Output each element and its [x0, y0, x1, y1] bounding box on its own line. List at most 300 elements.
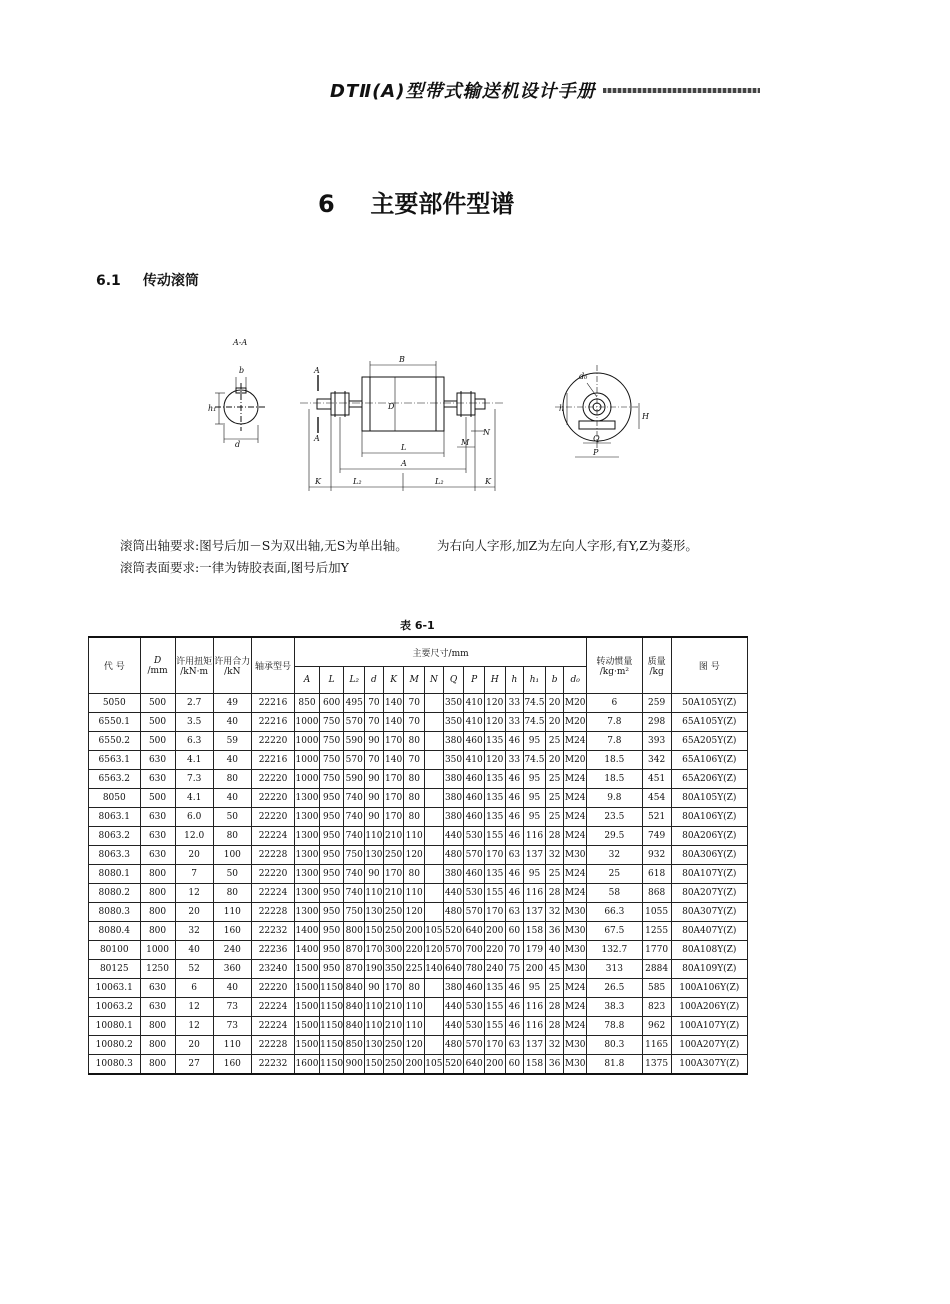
table-cell: M30: [564, 1036, 587, 1055]
table-cell: 22216: [251, 713, 294, 732]
table-cell: 10080.3: [89, 1055, 141, 1075]
table-cell: 250: [383, 846, 404, 865]
table-cell: M20: [564, 713, 587, 732]
table-cell: 18.5: [587, 751, 643, 770]
table-cell: 480: [443, 903, 464, 922]
table-cell: 140: [383, 713, 404, 732]
table-cell: 350: [443, 751, 464, 770]
table-cell: 460: [464, 770, 485, 789]
table-cell: 800: [140, 884, 175, 903]
table-cell: 823: [642, 998, 671, 1017]
table-cell: M24: [564, 789, 587, 808]
table-cell: 350: [383, 960, 404, 979]
table-cell: 962: [642, 1017, 671, 1036]
table-cell: 200: [484, 1055, 505, 1075]
table-cell: 80: [404, 865, 425, 884]
table-cell: 80: [213, 827, 251, 846]
table-cell: [425, 694, 444, 713]
table-cell: 32: [545, 1036, 564, 1055]
table-row: [89, 808, 748, 827]
table-cell: 800: [140, 922, 175, 941]
table-cell: 25: [587, 865, 643, 884]
table-cell: 130: [365, 1036, 384, 1055]
table-cell: 110: [365, 884, 384, 903]
pulley-spec-table-wrap: [88, 636, 748, 1075]
table-cell: 80: [404, 732, 425, 751]
col-dim-d: d: [365, 667, 384, 694]
table-cell: 22232: [251, 1055, 294, 1075]
table-cell: 1375: [642, 1055, 671, 1075]
table-cell: 530: [464, 827, 485, 846]
table-cell: 80A207Y(Z): [671, 884, 747, 903]
col-dim-h: h: [505, 667, 524, 694]
col-dim-n: N: [425, 667, 444, 694]
table-cell: 630: [140, 808, 175, 827]
table-cell: 932: [642, 846, 671, 865]
col-dims-group: 主要尺寸/mm: [295, 637, 587, 667]
table-cell: 1165: [642, 1036, 671, 1055]
table-cell: 950: [319, 865, 344, 884]
table-cell: 105: [425, 922, 444, 941]
table-cell: 135: [484, 808, 505, 827]
table-cell: 46: [505, 1017, 524, 1036]
table-row: [89, 751, 748, 770]
table-cell: 90: [365, 865, 384, 884]
table-cell: 570: [443, 941, 464, 960]
table-cell: 25: [545, 865, 564, 884]
label-l2-right: L₂: [435, 477, 444, 486]
table-cell: 80A109Y(Z): [671, 960, 747, 979]
table-cell: 22224: [251, 884, 294, 903]
table-cell: 740: [344, 789, 365, 808]
table-cell: 22220: [251, 979, 294, 998]
table-cell: 100A106Y(Z): [671, 979, 747, 998]
table-cell: [425, 713, 444, 732]
table-cell: 95: [524, 789, 546, 808]
col-force-unit: /kN: [224, 667, 241, 677]
table-cell: [425, 998, 444, 1017]
table-cell: 1150: [319, 1036, 344, 1055]
table-cell: 66.3: [587, 903, 643, 922]
table-header: [89, 637, 748, 694]
table-cell: 179: [524, 941, 546, 960]
paragraph-column-left: [94, 535, 412, 579]
label-n: N: [483, 428, 490, 437]
table-cell: 33: [505, 713, 524, 732]
col-torque-unit: /kN·m: [180, 667, 209, 677]
table-row: [89, 846, 748, 865]
label-section-aa: A-A: [233, 338, 248, 347]
table-cell: 80A106Y(Z): [671, 808, 747, 827]
table-cell: 300: [383, 941, 404, 960]
table-cell: M24: [564, 808, 587, 827]
table-cell: 750: [319, 751, 344, 770]
table-cell: 1150: [319, 998, 344, 1017]
table-cell: 850: [344, 1036, 365, 1055]
table-cell: 75: [505, 960, 524, 979]
table-cell: 120: [404, 1036, 425, 1055]
col-torque: [175, 637, 213, 694]
table-cell: 90: [365, 732, 384, 751]
label-height: H: [642, 412, 649, 421]
table-cell: 29.5: [587, 827, 643, 846]
table-cell: 28: [545, 827, 564, 846]
table-cell: 110: [213, 1036, 251, 1055]
drive-pulley-drawing: [195, 335, 675, 500]
table-cell: 1300: [295, 903, 320, 922]
table-cell: 220: [484, 941, 505, 960]
col-inertia-label: 转动惯量: [596, 657, 633, 667]
table-cell: 40: [175, 941, 213, 960]
running-header: [330, 78, 760, 102]
chapter-title: 主要部件型谱: [370, 190, 515, 218]
table-cell: 65A206Y(Z): [671, 770, 747, 789]
table-cell: 451: [642, 770, 671, 789]
table-cell: 49: [213, 694, 251, 713]
table-cell: 1150: [319, 1017, 344, 1036]
paragraph-column-right: [437, 535, 757, 557]
table-cell: 90: [365, 789, 384, 808]
table-cell: 1150: [319, 1055, 344, 1075]
table-cell: 8080.2: [89, 884, 141, 903]
table-cell: 630: [140, 846, 175, 865]
table-cell: 70: [365, 694, 384, 713]
table-cell: M24: [564, 770, 587, 789]
table-cell: 80A206Y(Z): [671, 827, 747, 846]
label-q: Q: [593, 434, 600, 443]
table-cell: 870: [344, 960, 365, 979]
table-cell: 80: [404, 808, 425, 827]
table-cell: 140: [383, 751, 404, 770]
table-cell: 570: [344, 751, 365, 770]
table-cell: 170: [383, 770, 404, 789]
table-cell: 120: [484, 694, 505, 713]
table-cell: 950: [319, 884, 344, 903]
table-cell: 40: [213, 713, 251, 732]
table-cell: 135: [484, 732, 505, 751]
table-cell: 740: [344, 865, 365, 884]
table-cell: 240: [484, 960, 505, 979]
label-k-right: K: [485, 477, 491, 486]
table-cell: 32: [175, 922, 213, 941]
table-cell: [425, 903, 444, 922]
table-cell: 380: [443, 808, 464, 827]
table-cell: 20: [545, 713, 564, 732]
table-cell: [425, 865, 444, 884]
table-cell: 500: [140, 694, 175, 713]
table-cell: 52: [175, 960, 213, 979]
table-cell: 59: [213, 732, 251, 751]
running-header-title: DTⅡ(A)型带式输送机设计手册: [330, 81, 596, 102]
table-cell: 100: [213, 846, 251, 865]
table-cell: 1500: [295, 979, 320, 998]
table-cell: 380: [443, 732, 464, 751]
label-diameter: D: [388, 402, 395, 411]
label-d: d: [235, 440, 241, 449]
table-cell: 3.5: [175, 713, 213, 732]
label-h: h: [559, 404, 565, 413]
table-cell: 20: [175, 846, 213, 865]
table-cell: 12.0: [175, 827, 213, 846]
table-row: [89, 979, 748, 998]
table-cell: 350: [443, 713, 464, 732]
col-dim-l: L: [319, 667, 344, 694]
table-cell: 1255: [642, 922, 671, 941]
table-cell: 135: [484, 770, 505, 789]
table-cell: 570: [464, 903, 485, 922]
table-cell: 46: [505, 770, 524, 789]
col-dim-p: P: [464, 667, 485, 694]
table-cell: 950: [319, 789, 344, 808]
table-cell: M30: [564, 941, 587, 960]
table-cell: 50A105Y(Z): [671, 694, 747, 713]
table-cell: 200: [484, 922, 505, 941]
table-cell: 750: [319, 713, 344, 732]
table-cell: 749: [642, 827, 671, 846]
table-cell: [425, 770, 444, 789]
table-cell: 1500: [295, 1036, 320, 1055]
table-cell: [425, 846, 444, 865]
table-cell: 200: [404, 922, 425, 941]
table-cell: 495: [344, 694, 365, 713]
table-cell: 80A105Y(Z): [671, 789, 747, 808]
table-cell: 80: [404, 979, 425, 998]
col-diameter-unit: /mm: [147, 665, 168, 676]
table-cell: 100A207Y(Z): [671, 1036, 747, 1055]
table-cell: 155: [484, 998, 505, 1017]
section-number: 6.1: [96, 273, 121, 289]
table-cell: 73: [213, 998, 251, 1017]
table-cell: 22224: [251, 1017, 294, 1036]
table-cell: 22216: [251, 751, 294, 770]
table-cell: 950: [319, 827, 344, 846]
table-cell: 950: [319, 808, 344, 827]
paragraph-surface-requirement: 滚筒表面要求:一律为铸胶表面,图号后加Y: [120, 560, 349, 575]
table-cell: 313: [587, 960, 643, 979]
table-cell: 140: [383, 694, 404, 713]
table-cell: 22216: [251, 694, 294, 713]
col-mass-label: 质量: [647, 657, 666, 667]
table-cell: 570: [344, 713, 365, 732]
table-cell: 22220: [251, 732, 294, 751]
table-cell: 8063.1: [89, 808, 141, 827]
table-cell: 10063.2: [89, 998, 141, 1017]
table-cell: 410: [464, 713, 485, 732]
table-cell: 170: [484, 903, 505, 922]
table-cell: 22228: [251, 903, 294, 922]
table-cell: 950: [319, 960, 344, 979]
table-row: [89, 713, 748, 732]
table-cell: 7.3: [175, 770, 213, 789]
table-cell: 380: [443, 979, 464, 998]
table-cell: 585: [642, 979, 671, 998]
col-code: 代 号: [89, 637, 141, 694]
table-cell: 110: [404, 1017, 425, 1036]
table-cell: 530: [464, 1017, 485, 1036]
table-cell: 33: [505, 751, 524, 770]
table-cell: 60: [505, 1055, 524, 1075]
table-cell: 12: [175, 998, 213, 1017]
col-dim-h-upper: H: [484, 667, 505, 694]
table-cell: 22236: [251, 941, 294, 960]
label-a-top: A: [314, 366, 320, 375]
table-cell: [425, 751, 444, 770]
table-cell: 150: [365, 922, 384, 941]
table-cell: 170: [383, 732, 404, 751]
col-dim-d0: d₀: [564, 667, 587, 694]
table-cell: 90: [365, 770, 384, 789]
table-cell: 120: [425, 941, 444, 960]
table-cell: 1300: [295, 827, 320, 846]
table-cell: 1300: [295, 808, 320, 827]
table-cell: 170: [484, 846, 505, 865]
table-row: [89, 1055, 748, 1075]
table-cell: 116: [524, 1017, 546, 1036]
table-cell: 74.5: [524, 694, 546, 713]
table-cell: 23.5: [587, 808, 643, 827]
table-cell: M24: [564, 827, 587, 846]
table-caption: 表 6-1: [400, 619, 435, 632]
table-cell: 950: [319, 941, 344, 960]
table-cell: 740: [344, 884, 365, 903]
table-cell: 190: [365, 960, 384, 979]
table-cell: 570: [464, 846, 485, 865]
table-cell: 36: [545, 1055, 564, 1075]
table-cell: 65A106Y(Z): [671, 751, 747, 770]
table-cell: M24: [564, 865, 587, 884]
table-cell: 90: [365, 808, 384, 827]
table-row: [89, 903, 748, 922]
table-cell: 12: [175, 1017, 213, 1036]
table-cell: 480: [443, 1036, 464, 1055]
table-cell: 80: [404, 789, 425, 808]
table-cell: 137: [524, 903, 546, 922]
table-cell: 100A107Y(Z): [671, 1017, 747, 1036]
col-inertia-unit: /kg·m²: [599, 667, 629, 677]
table-cell: 393: [642, 732, 671, 751]
label-k-left: K: [315, 477, 321, 486]
table-cell: 32: [545, 846, 564, 865]
table-row: [89, 998, 748, 1017]
table-cell: M24: [564, 884, 587, 903]
table-cell: 116: [524, 827, 546, 846]
table-cell: 110: [404, 884, 425, 903]
table-cell: 60: [505, 922, 524, 941]
table-cell: 22228: [251, 1036, 294, 1055]
table-cell: 6: [587, 694, 643, 713]
table-row: [89, 941, 748, 960]
table-cell: 70: [365, 751, 384, 770]
table-cell: 73: [213, 1017, 251, 1036]
table-cell: 6550.1: [89, 713, 141, 732]
table-cell: 210: [383, 998, 404, 1017]
table-cell: 40: [545, 941, 564, 960]
table-cell: 20: [545, 751, 564, 770]
table-cell: 220: [404, 941, 425, 960]
table-cell: 6.0: [175, 808, 213, 827]
table-cell: 460: [464, 732, 485, 751]
table-cell: 155: [484, 827, 505, 846]
table-cell: 137: [524, 1036, 546, 1055]
table-cell: 135: [484, 979, 505, 998]
table-cell: 100A206Y(Z): [671, 998, 747, 1017]
table-cell: 160: [213, 922, 251, 941]
table-cell: 250: [383, 903, 404, 922]
table-cell: 8080.4: [89, 922, 141, 941]
table-cell: 590: [344, 770, 365, 789]
drive-pulley-svg: [195, 335, 675, 500]
table-cell: 22220: [251, 770, 294, 789]
table-cell: 4.1: [175, 789, 213, 808]
table-cell: 46: [505, 884, 524, 903]
table-cell: 70: [365, 713, 384, 732]
table-cell: 95: [524, 732, 546, 751]
table-cell: 100A307Y(Z): [671, 1055, 747, 1075]
table-cell: 1400: [295, 922, 320, 941]
col-bearing: 轴承型号: [251, 637, 294, 694]
table-cell: 170: [383, 979, 404, 998]
paragraph-shaft-requirement: 滚筒出轴要求:图号后加－S为双出轴,无S为单出轴。: [120, 538, 408, 553]
table-cell: 1500: [295, 998, 320, 1017]
table-cell: 95: [524, 770, 546, 789]
table-cell: 950: [319, 846, 344, 865]
table-row: [89, 827, 748, 846]
col-dim-a: A: [295, 667, 320, 694]
table-cell: 110: [404, 998, 425, 1017]
col-dim-b: b: [545, 667, 564, 694]
table-cell: 135: [484, 789, 505, 808]
table-cell: 630: [140, 998, 175, 1017]
table-cell: 170: [383, 808, 404, 827]
table-cell: 210: [383, 884, 404, 903]
table-cell: 440: [443, 1017, 464, 1036]
table-cell: 630: [140, 979, 175, 998]
table-cell: 22220: [251, 865, 294, 884]
table-cell: 500: [140, 713, 175, 732]
table-cell: 870: [344, 941, 365, 960]
table-cell: 78.8: [587, 1017, 643, 1036]
table-cell: 120: [484, 713, 505, 732]
table-cell: 45: [545, 960, 564, 979]
table-cell: 640: [464, 1055, 485, 1075]
table-cell: 460: [464, 789, 485, 808]
table-cell: [425, 884, 444, 903]
table-cell: 700: [464, 941, 485, 960]
label-l: L: [401, 443, 407, 452]
label-l2-left: L₂: [353, 477, 362, 486]
table-cell: 840: [344, 979, 365, 998]
table-cell: 67.5: [587, 922, 643, 941]
table-cell: 80A108Y(Z): [671, 941, 747, 960]
table-cell: 80125: [89, 960, 141, 979]
table-cell: 22224: [251, 998, 294, 1017]
table-cell: 116: [524, 884, 546, 903]
table-cell: 1000: [140, 941, 175, 960]
table-cell: 750: [319, 770, 344, 789]
table-cell: 158: [524, 922, 546, 941]
paragraph-surface-continued: 为右向人字形,加Z为左向人字形,有Y,Z为菱形。: [437, 538, 698, 553]
table-cell: 22224: [251, 827, 294, 846]
table-cell: 460: [464, 865, 485, 884]
label-h1: h₁: [208, 404, 217, 413]
table-cell: 1300: [295, 846, 320, 865]
table-cell: 46: [505, 998, 524, 1017]
table-cell: 81.8: [587, 1055, 643, 1075]
table-cell: 521: [642, 808, 671, 827]
table-cell: 7.8: [587, 732, 643, 751]
table-cell: 32: [587, 846, 643, 865]
table-cell: 8080.3: [89, 903, 141, 922]
